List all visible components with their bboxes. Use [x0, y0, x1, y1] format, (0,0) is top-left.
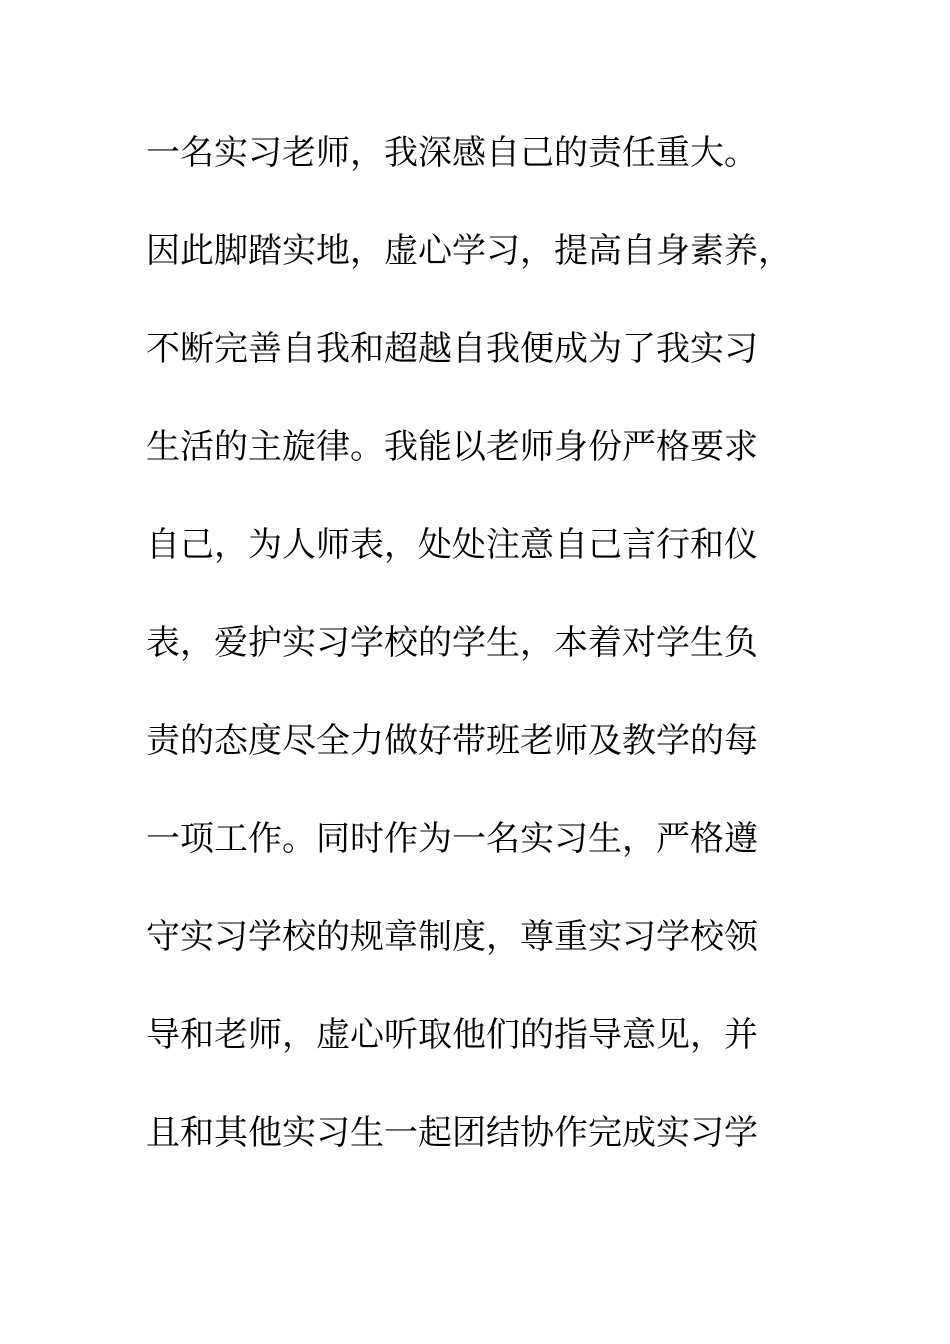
text-line: 不断完善自我和超越自我便成为了我实习 [146, 329, 758, 369]
text-line: 因此脚踏实地，虚心学习，提高自身素养， [146, 231, 792, 271]
text-line: 守实习学校的规章制度，尊重实习学校领 [146, 917, 758, 957]
text-line: 一项工作。同时作为一名实习生，严格遵 [146, 819, 758, 859]
text-line: 生活的主旋律。我能以老师身份严格要求 [146, 427, 758, 467]
text-line: 自己，为人师表，处处注意自己言行和仪 [146, 525, 758, 565]
text-line: 责的态度尽全力做好带班老师及教学的每 [146, 721, 758, 761]
body-text [146, 128, 826, 1206]
text-line: 表，爱护实习学校的学生，本着对学生负 [146, 623, 758, 663]
text-line: 一名实习老师，我深感自己的责任重大。 [146, 133, 758, 173]
text-line: 导和老师，虚心听取他们的指导意见，并 [146, 1015, 758, 1055]
text-line: 且和其他实习生一起团结协作完成实习学 [146, 1113, 758, 1153]
